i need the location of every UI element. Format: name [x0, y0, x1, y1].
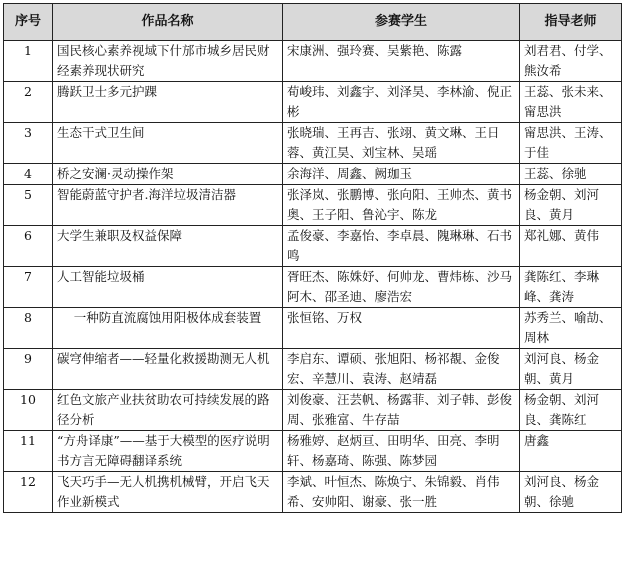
row-number: 11 [4, 431, 53, 472]
project-name: 一种防直流腐蚀用阳极体成套装置 [53, 308, 283, 349]
row-number: 5 [4, 185, 53, 226]
project-name: 红色文旅产业扶贫助农可持续发展的路径分析 [53, 390, 283, 431]
row-number: 3 [4, 123, 53, 164]
project-name: 生态干式卫生间 [53, 123, 283, 164]
row-number: 1 [4, 41, 53, 82]
advisors: 刘君君、付学、熊汝希 [520, 41, 622, 82]
students: 李启东、谭硕、张旭阳、杨祁覩、金俊宏、辛慧川、袁涛、赵靖磊 [283, 349, 520, 390]
table-row [4, 226, 622, 267]
row-number: 6 [4, 226, 53, 267]
row-number: 12 [4, 472, 53, 513]
header-name: 作品名称 [53, 4, 283, 41]
table-row [4, 82, 622, 123]
advisors: 王蕊、徐驰 [520, 164, 622, 185]
header-advisors: 指导老师 [520, 4, 622, 41]
project-name: 国民核心素养视域下什邡市城乡居民财经素养现状研究 [53, 41, 283, 82]
header-no: 序号 [4, 4, 53, 41]
table-row [4, 41, 622, 82]
project-name: “方舟译康”——基于大模型的医疗说明书方言无障碍翻译系统 [53, 431, 283, 472]
table-row [4, 123, 622, 164]
students: 张晓瑞、王再吉、张翊、黄文琳、王日蓉、黄江昊、刘宝林、吴瑶 [283, 123, 520, 164]
table-row [4, 308, 622, 349]
students: 杨雅婷、赵炳亘、田明华、田亮、李明轩、杨嘉琦、陈强、陈梦园 [283, 431, 520, 472]
students: 余海洋、周鑫、阙珈玉 [283, 164, 520, 185]
table-row [4, 164, 622, 185]
advisors: 杨金朝、刘河良、黄月 [520, 185, 622, 226]
table-row [4, 472, 622, 513]
row-number: 8 [4, 308, 53, 349]
project-name: 腾跃卫士多元护踝 [53, 82, 283, 123]
advisors: 龚陈红、李琳峰、龚涛 [520, 267, 622, 308]
competition-results-table [3, 3, 622, 513]
students: 荀峻玮、刘鑫宇、刘泽昊、李林渝、倪正彬 [283, 82, 520, 123]
advisors: 刘河良、杨金朝、徐驰 [520, 472, 622, 513]
project-name: 人工智能垃圾桶 [53, 267, 283, 308]
students: 胥旺杰、陈姝妤、何帅龙、曹炜栋、沙马阿木、邵圣迪、廖浩宏 [283, 267, 520, 308]
row-number: 7 [4, 267, 53, 308]
students: 张恒铭、万权 [283, 308, 520, 349]
advisors: 甯思洪、王涛、于佳 [520, 123, 622, 164]
students: 宋康洲、强玲赛、吴紫艳、陈露 [283, 41, 520, 82]
students: 孟俊豪、李嘉怡、李卓晨、隗琳琳、石书鸣 [283, 226, 520, 267]
row-number: 4 [4, 164, 53, 185]
advisors: 杨金朝、刘河良、龚陈红 [520, 390, 622, 431]
table-row [4, 390, 622, 431]
project-name: 飞天巧手—无人机携机械臂，开启飞天作业新模式 [53, 472, 283, 513]
table-row [4, 431, 622, 472]
advisors: 郑礼娜、黄伟 [520, 226, 622, 267]
row-number: 9 [4, 349, 53, 390]
header-students: 参赛学生 [283, 4, 520, 41]
advisors: 苏秀兰、喻劼、周林 [520, 308, 622, 349]
table-row [4, 349, 622, 390]
project-name: 智能蔚蓝守护者.海洋垃圾清洁器 [53, 185, 283, 226]
advisors: 刘河良、杨金朝、黄月 [520, 349, 622, 390]
row-number: 2 [4, 82, 53, 123]
project-name: 桥之安澜·灵动操作架 [53, 164, 283, 185]
students: 李斌、叶恒杰、陈焕宁、朱锦毅、肖伟希、安帅阳、谢豪、张一胜 [283, 472, 520, 513]
advisors: 唐鑫 [520, 431, 622, 472]
students: 张泽岚、张鹏博、张向阳、王帅杰、黄书奥、王子阳、鲁沁宇、陈龙 [283, 185, 520, 226]
project-name: 碳穹伸缩者——轻量化救援勘测无人机 [53, 349, 283, 390]
table-row [4, 267, 622, 308]
students: 刘俊豪、汪芸帆、杨露菲、刘子韩、彭俊周、张雅富、牛存喆 [283, 390, 520, 431]
header-row [4, 4, 622, 41]
table-row [4, 185, 622, 226]
project-name: 大学生兼职及权益保障 [53, 226, 283, 267]
advisors: 王蕊、张未来、甯思洪 [520, 82, 622, 123]
row-number: 10 [4, 390, 53, 431]
